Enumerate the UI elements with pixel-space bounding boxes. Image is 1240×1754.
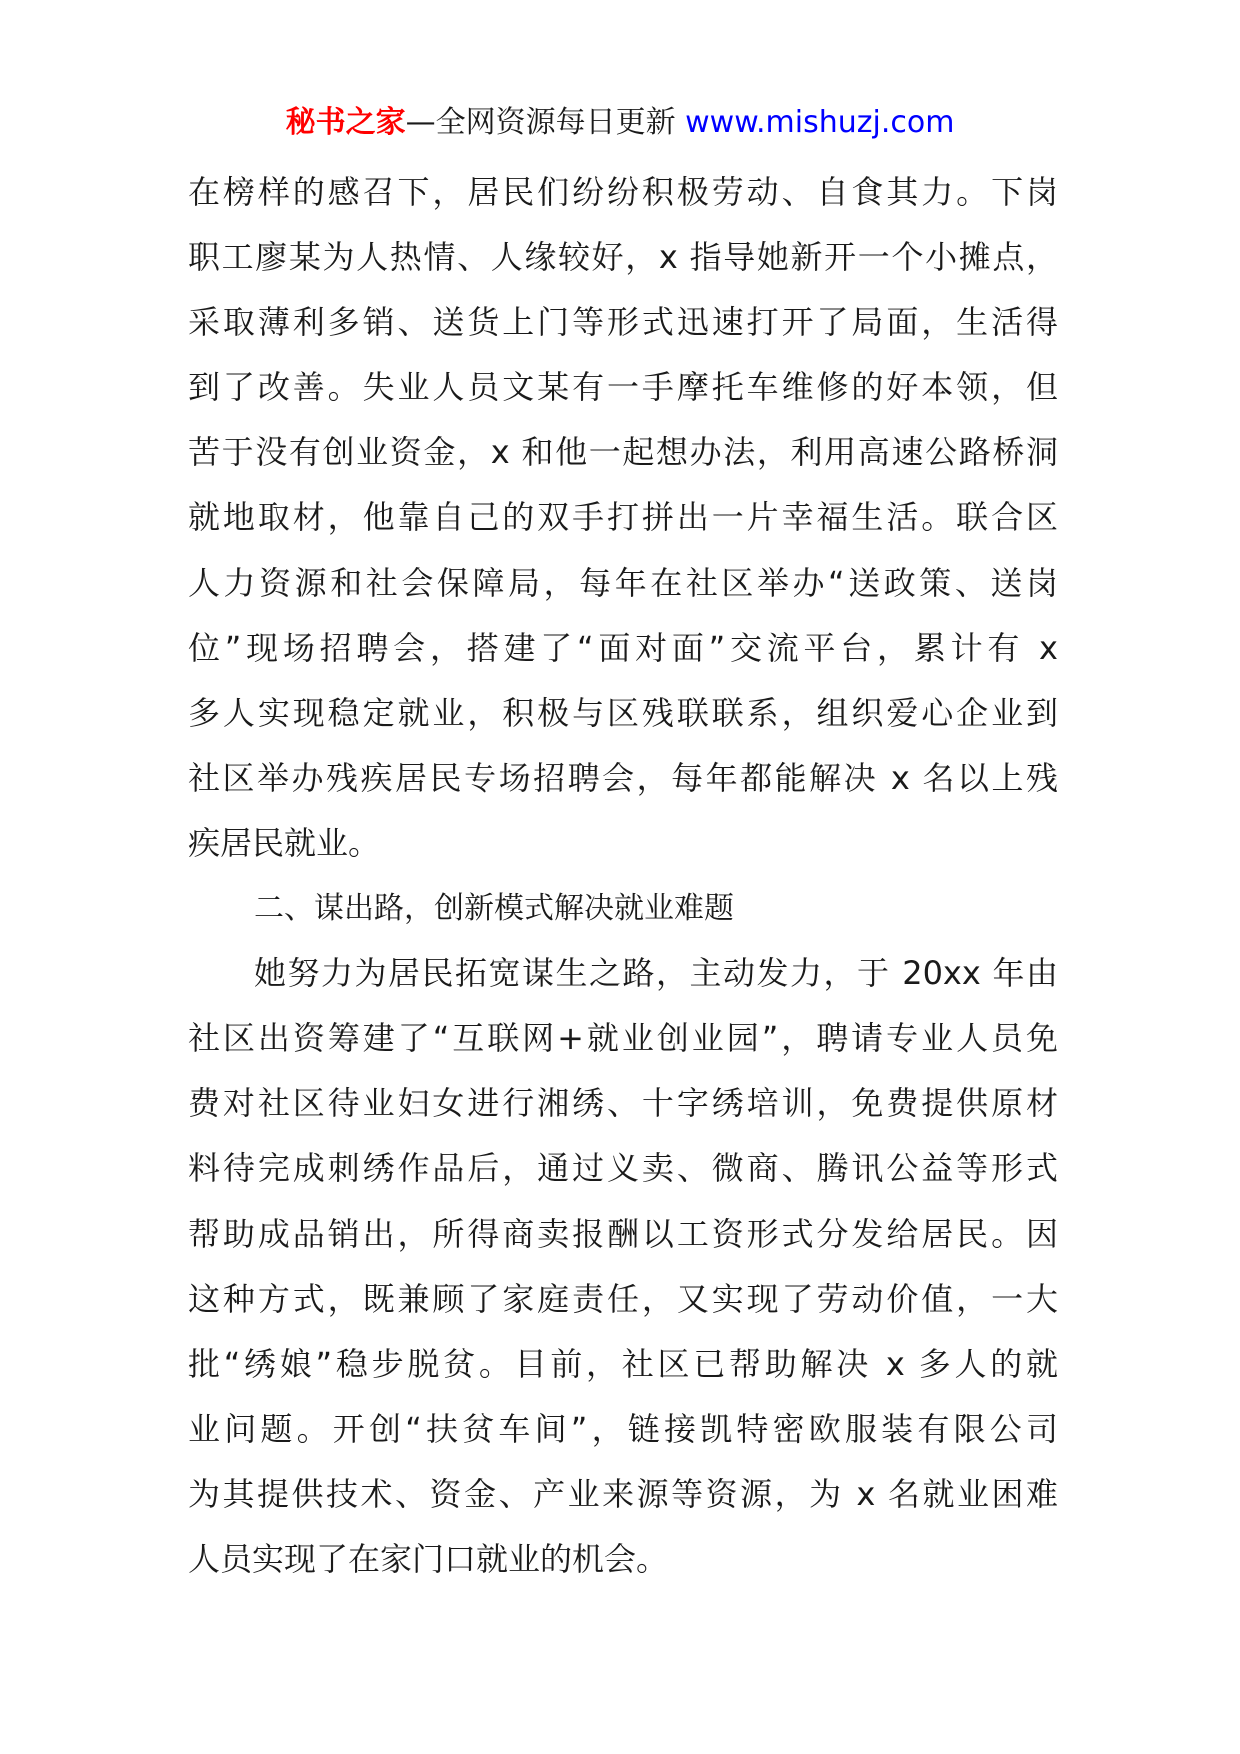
text-line: 在榜样的感召下，居民们纷纷积极劳动、自食其力。下岗 bbox=[188, 173, 1058, 211]
text-line: 这种方式，既兼顾了家庭责任，又实现了劳动价值，一大 bbox=[188, 1279, 1058, 1318]
text-line: 料待完成刺绣作品后，通过义卖、微商、腾讯公益等形式 bbox=[188, 1149, 1058, 1188]
text-line: 帮助成品销出，所得商卖报酬以工资形式分发给居民。因 bbox=[188, 1214, 1058, 1253]
section-heading: 二、谋出路，创新模式解决就业难题 bbox=[254, 891, 734, 927]
text-line: 为其提供技术、资金、产业来源等资源，为 x 名就业困难 bbox=[188, 1474, 1058, 1513]
header-tagline: —全网资源每日更新 bbox=[405, 105, 676, 140]
text-line: 社区出资筹建了“互联网+就业创业园”，聘请专业人员免 bbox=[188, 1019, 1058, 1058]
paragraph-1 bbox=[188, 160, 1058, 876]
text-line: 她努力为居民拓宽谋生之路，主动发力，于 20xx 年由 bbox=[254, 954, 1058, 993]
text-line: 业问题。开创“扶贫车间”，链接凯特密欧服装有限公司 bbox=[188, 1409, 1058, 1448]
text-line: 社区举办残疾居民专场招聘会，每年都能解决 x 名以上残 bbox=[188, 758, 1058, 797]
text-line: 就地取材，他靠自己的双手打拼出一片幸福生活。联合区 bbox=[188, 498, 1058, 537]
text-line: 到了改善。失业人员文某有一手摩托车维修的好本领，但 bbox=[188, 368, 1058, 407]
text-line: 职工廖某为人热情、人缘较好，x 指导她新开一个小摊点， bbox=[188, 238, 1058, 277]
text-line: 批“绣娘”稳步脱贫。目前，社区已帮助解决 x 多人的就 bbox=[188, 1344, 1058, 1383]
text-line: 疾居民就业。 bbox=[188, 823, 381, 862]
text-line: 人员实现了在家门口就业的机会。 bbox=[188, 1539, 669, 1578]
text-line: 多人实现稳定就业，积极与区残联联系，组织爱心企业到 bbox=[188, 693, 1058, 732]
text-line: 位”现场招聘会，搭建了“面对面”交流平台，累计有 x bbox=[188, 628, 1058, 667]
site-url-link[interactable]: www.mishuzj.com bbox=[685, 105, 955, 140]
paragraph-2 bbox=[188, 941, 1058, 1592]
text-line: 采取薄利多销、送货上门等形式迅速打开了局面，生活得 bbox=[188, 303, 1058, 342]
brand-name: 秘书之家 bbox=[285, 105, 406, 140]
text-line: 苦于没有创业资金，x 和他一起想办法，利用高速公路桥洞 bbox=[188, 433, 1058, 472]
text-line: 费对社区待业妇女进行湘绣、十字绣培训，免费提供原材 bbox=[188, 1084, 1058, 1123]
site-header bbox=[0, 103, 1240, 143]
document-body bbox=[188, 160, 1058, 1592]
text-line: 人力资源和社会保障局，每年在社区举办“送政策、送岗 bbox=[188, 563, 1058, 602]
